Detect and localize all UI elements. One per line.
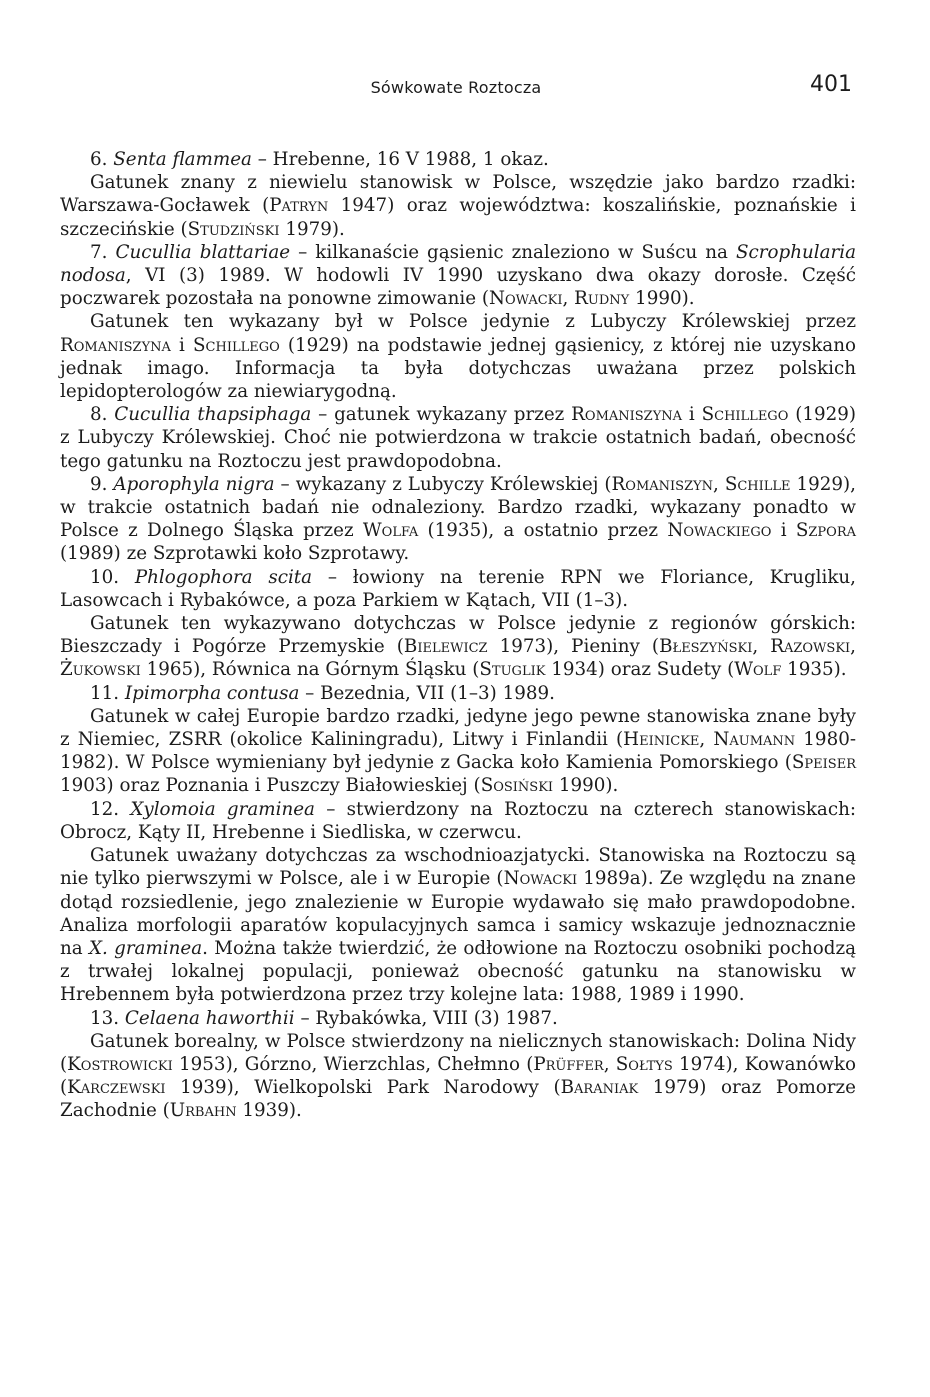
species-name: Scrophularia nodosa: [60, 241, 856, 287]
species-7-entry: [60, 241, 856, 311]
page-number: 401: [810, 72, 852, 97]
text-run: 1929), w trakcie ostatnich badań nie odnaleziony. Bardzo rzadki, wykazany ponadto w Polsce z Dolnego Śląska przez: [60, 473, 856, 542]
author-citation: Speiser: [791, 752, 856, 774]
text-run: – Bezednia, VII (1–3) 1989.: [299, 682, 555, 704]
species-name: Senta flammea: [113, 149, 252, 170]
text-run: 13.: [90, 1007, 125, 1029]
page-header: [60, 72, 852, 102]
text-run: (1929) z Lubyczy Królewskiej. Choć nie potwierdzona w trakcie ostatnich badań, obecność tego gatunku na Roztoczu jest prawdopodobna.: [60, 404, 856, 472]
text-run: 11.: [90, 682, 125, 704]
text-run: – wykazany z Lubyczy Królewskiej (: [274, 473, 612, 495]
text-run: 1903) oraz Poznania i Puszczy Białowieskiej (: [60, 775, 481, 797]
species-name: Cucullia thapsiphaga: [114, 404, 312, 426]
text-run: 1990).: [553, 775, 619, 797]
species-name: X. graminea: [88, 937, 203, 959]
text-run: 1990).: [629, 288, 695, 310]
species-name: Ipimorpha contusa: [124, 682, 300, 704]
author-citation: Romaniszyna: [571, 404, 683, 426]
text-run: i: [682, 404, 702, 426]
text-run: 9.: [90, 473, 114, 495]
author-citation: Karczewski: [67, 1077, 166, 1099]
species-11-entry: [60, 682, 856, 705]
text-run: – gatunek wykazany przez: [311, 404, 572, 426]
author-citation: Patryn: [269, 195, 329, 217]
species-10-entry: [60, 566, 856, 612]
running-title: Sówkowate Roztocza: [370, 78, 542, 97]
text-run: 1965), Równica na Górnym Śląsku (: [140, 659, 480, 681]
author-citation: Baraniak: [560, 1077, 639, 1099]
text-run: 1973), Pieniny (: [487, 636, 660, 658]
text-run: Gatunek znany z niewielu stanowisk w Polsce, wszędzie jako bardzo rzadki: Warszawa-Gocławek (: [60, 172, 856, 217]
author-citation: Stuglik: [479, 659, 546, 681]
text-run: Gatunek uważany dotychczas za wschodnioazjatycki. Stanowiska na Roztoczu są nie tylko pierwszymi w Polsce, ale i w Europie (: [60, 845, 856, 890]
species-6-description: [60, 171, 856, 241]
text-run: 1979) oraz Pomorze Zachodnie (: [60, 1077, 856, 1122]
text-run: 1939).: [236, 1100, 302, 1122]
author-citation: Nowacki: [503, 868, 578, 890]
text-run: Gatunek borealny, w Polsce stwierdzony na nielicznych stanowiskach: Dolina Nidy (: [60, 1030, 856, 1075]
text-run: (1989) ze Szprotawki koło Szprotawy.: [60, 543, 410, 565]
text-run: i: [170, 334, 194, 356]
text-run: 1934) oraz Sudety (: [545, 659, 735, 681]
author-citation: Prüffer, Sołtys: [533, 1053, 673, 1075]
text-run: 1989a). Ze względu na znane dotąd rozsiedlenie, jego znalezienie w Europie wydawało się mało prawdopodobne. Analiza morfologii aparatów kopulacyjnych samca i samicy wskazuje jednoznacznie na: [60, 868, 857, 959]
species-9-entry: [60, 473, 856, 566]
text-run: i: [771, 520, 796, 542]
text-run: – Rybakówka, VIII (3) 1987.: [294, 1007, 558, 1029]
text-run: 10.: [90, 566, 135, 588]
species-name: Celaena haworthii: [124, 1007, 295, 1029]
author-citation: Kostrowicki: [67, 1053, 173, 1075]
author-citation: Urbahn: [169, 1100, 237, 1122]
species-12-entry: [60, 798, 856, 844]
species-8-entry: [60, 403, 856, 473]
text-run: 7.: [90, 241, 116, 263]
author-citation: Schillego: [193, 334, 280, 356]
species-name: Aporophyla nigra: [113, 473, 275, 495]
text-run: 1980-1982). W Polsce wymieniany był jedynie z Gacka koło Kamienia Pomorskiego (: [60, 729, 857, 774]
species-13-entry: [60, 1007, 856, 1030]
species-name: Xylomoia graminea: [130, 798, 315, 820]
text-run: 1974), Kowanówko (: [60, 1053, 856, 1099]
text-run: – Hrebenne, 16 V 1988, 1 okaz.: [251, 149, 549, 170]
author-citation: Romaniszyna: [60, 334, 171, 356]
author-citation: Wolfa: [362, 520, 419, 542]
text-run: Gatunek w całej Europie bardzo rzadki, jedyne jego pewne stanowiska znane były z Niemiec, ZSRR (okolice Kaliningradu), Litwy i Finlandii (: [60, 705, 856, 751]
text-run: 8.: [90, 404, 115, 426]
species-10-description: [60, 612, 856, 682]
text-run: 6.: [90, 149, 114, 170]
author-citation: Heinicke, Naumann: [623, 729, 796, 751]
author-citation: Nowackiego: [667, 520, 772, 542]
species-12-description: [60, 844, 856, 1006]
text-run: Gatunek ten wykazywano dotychczas w Polsce jedynie z regionów górskich: Bieszczady i Pogórze Przemyskie (: [60, 613, 856, 658]
text-run: (1929) na podstawie jednej gąsienicy, z której nie uzyskano jednak imago. Informacja ta była dotychczas uważana przez polskich lepidopterologów za niewiarygodną.: [60, 334, 856, 403]
text-run: , VI (3) 1989. W hodowli IV 1990 uzyskano dwa okazy dorosłe. Część poczwarek pozostała na ponowne zimowanie (: [60, 265, 856, 310]
text-run: 1947) oraz województwa: koszalińskie, poznańskie i szczecińskie (: [60, 195, 857, 240]
text-run: 12.: [90, 798, 131, 820]
text-run: 1935).: [781, 659, 847, 681]
author-citation: Romaniszyn, Schille: [611, 473, 791, 495]
author-citation: Wolf: [734, 659, 782, 681]
author-citation: Sosiński: [480, 775, 554, 797]
species-7-description: [60, 310, 856, 403]
author-citation: Błeszyński, Razowski, Żukowski: [60, 636, 856, 681]
text-run: 1953), Górzno, Wierzchlas, Chełmno (: [172, 1053, 534, 1075]
author-citation: Studziński: [187, 218, 280, 240]
text-run: – kilkanaście gąsienic znaleziono w Suścu na: [290, 241, 736, 263]
author-citation: Szpora: [795, 520, 856, 542]
author-citation: Schillego: [701, 404, 789, 426]
author-citation: Nowacki, Rudny: [488, 288, 630, 310]
species-13-description: [60, 1030, 856, 1123]
species-6-entry: [60, 148, 856, 171]
text-run: 1979).: [279, 218, 345, 240]
text-run: 1939), Wielkopolski Park Narodowy (: [165, 1077, 561, 1099]
text-run: – stwierdzony na Roztoczu na czterech stanowiskach: Obrocz, Kąty II, Hrebenne i Siedliska, w czerwcu.: [60, 798, 857, 843]
article-body: [60, 148, 856, 1123]
text-run: Gatunek ten wykazany był w Polsce jedynie z Lubyczy Królewskiej przez: [90, 311, 856, 333]
species-11-description: [60, 705, 856, 798]
author-citation: Bielewicz: [403, 636, 488, 658]
text-run: . Można także twierdzić, że odłowione na Roztoczu osobniki pochodzą z trwałej lokalnej populacji, ponieważ obecność gatunku na stanowisku w Hrebennem była potwierdzona przez trzy kolejne lata: 1988, 1989 i 1990.: [60, 937, 857, 1006]
text-run: (1935), a ostatnio przez: [418, 520, 668, 542]
species-name: Phlogophora scita: [134, 566, 313, 588]
species-name: Cucullia blattariae: [115, 241, 291, 263]
text-run: – łowiony na terenie RPN we Floriance, Krugliku, Lasowcach i Rybakówce, a poza Parkiem w Kątach, VII (1–3).: [60, 566, 856, 611]
